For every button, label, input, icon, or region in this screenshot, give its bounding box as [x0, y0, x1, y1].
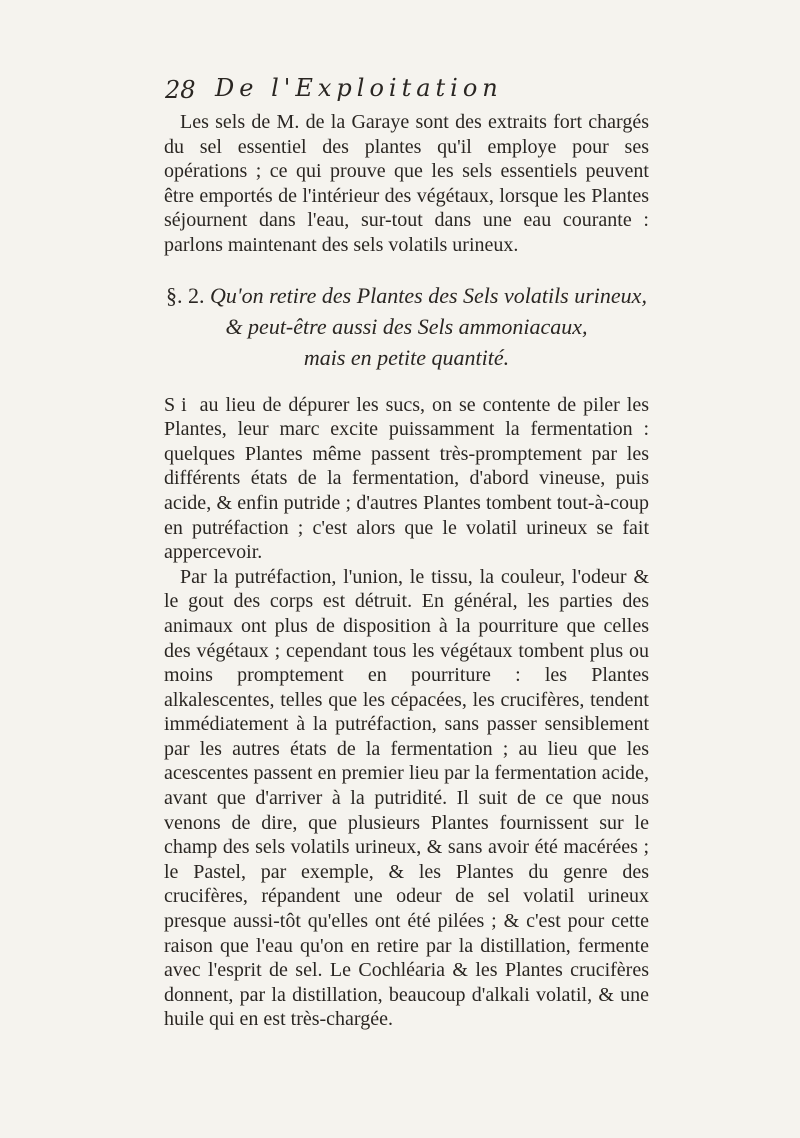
- paragraph-2-initial: Si: [164, 393, 193, 416]
- page-header: [165, 74, 635, 110]
- page-number: 28: [165, 76, 196, 104]
- section-title-line-1: Qu'on retire des Plantes des Sels volatils urineux,: [210, 282, 647, 308]
- running-title: De l'Exploitation: [215, 74, 503, 102]
- section-title-line-2: & peut-être aussi des Sels ammoniacaux,: [225, 313, 588, 339]
- section-title-line-3: mais en petite quantité.: [303, 344, 510, 370]
- section-heading: [164, 280, 649, 373]
- body-text: [164, 110, 649, 1032]
- paragraph-1: Les sels de M. de la Garaye sont des extraits fort chargés du sel essentiel des plantes qu'il employe pour ses opérations ; ce qui prouve que les sels essentiels peuvent être emportés de l'intérieur des végétaux, lorsque les Plantes séjournent dans l'eau, sur-tout dans une eau courante : parlons maintenant des sels volatils urineux.: [164, 111, 649, 256]
- paragraph-2: [164, 393, 649, 565]
- section-number: §. 2.: [166, 282, 205, 308]
- paragraph-2-text: au lieu de dépurer les sucs, on se contente de piler les Plantes, leur marc excite puissamment la fermentation : quelques Plantes même passent très-promptement par les différents états de la fermentation, d'abord vineuse, puis acide, & enfin putride ; d'autres Plantes tombent tout-à-coup en putréfaction ; c'est alors que le volatil urineux se fait appercevoir.: [164, 393, 649, 564]
- paragraph-3: Par la putréfaction, l'union, le tissu, la couleur, l'odeur & le gout des corps est détruit. En général, les parties des animaux ont plus de disposition à la pourriture que celles des végétaux ; cependant tous les végétaux tombent plus ou moins promptement en pourriture : les Plantes alkalescentes, telles que les cépacées, les crucifères, tendent immédiatement à la putréfaction, sans passer sensiblement par les autres états de la fermentation ; au lieu que les acescentes passent en premier lieu par la fermentation acide, avant que d'arriver à la putridité. Il suit de ce que nous venons de dire, que plusieurs Plantes fournissent sur le champ des sels volatils urineux, & sans avoir été macérées ; le Pastel, par exemple, & les Plantes du genre des crucifères, répandent une odeur de sel volatil urineux presque aussi-tôt qu'elles ont été pilées ; & c'est pour cette raison que l'eau qu'on en retire par la distillation, fermente avec l'esprit de sel. Le Cochléaria & les Plantes crucifères donnent, par la distillation, beaucoup d'alkali volatil, & une huile qui en est très-chargée.: [164, 565, 649, 1031]
